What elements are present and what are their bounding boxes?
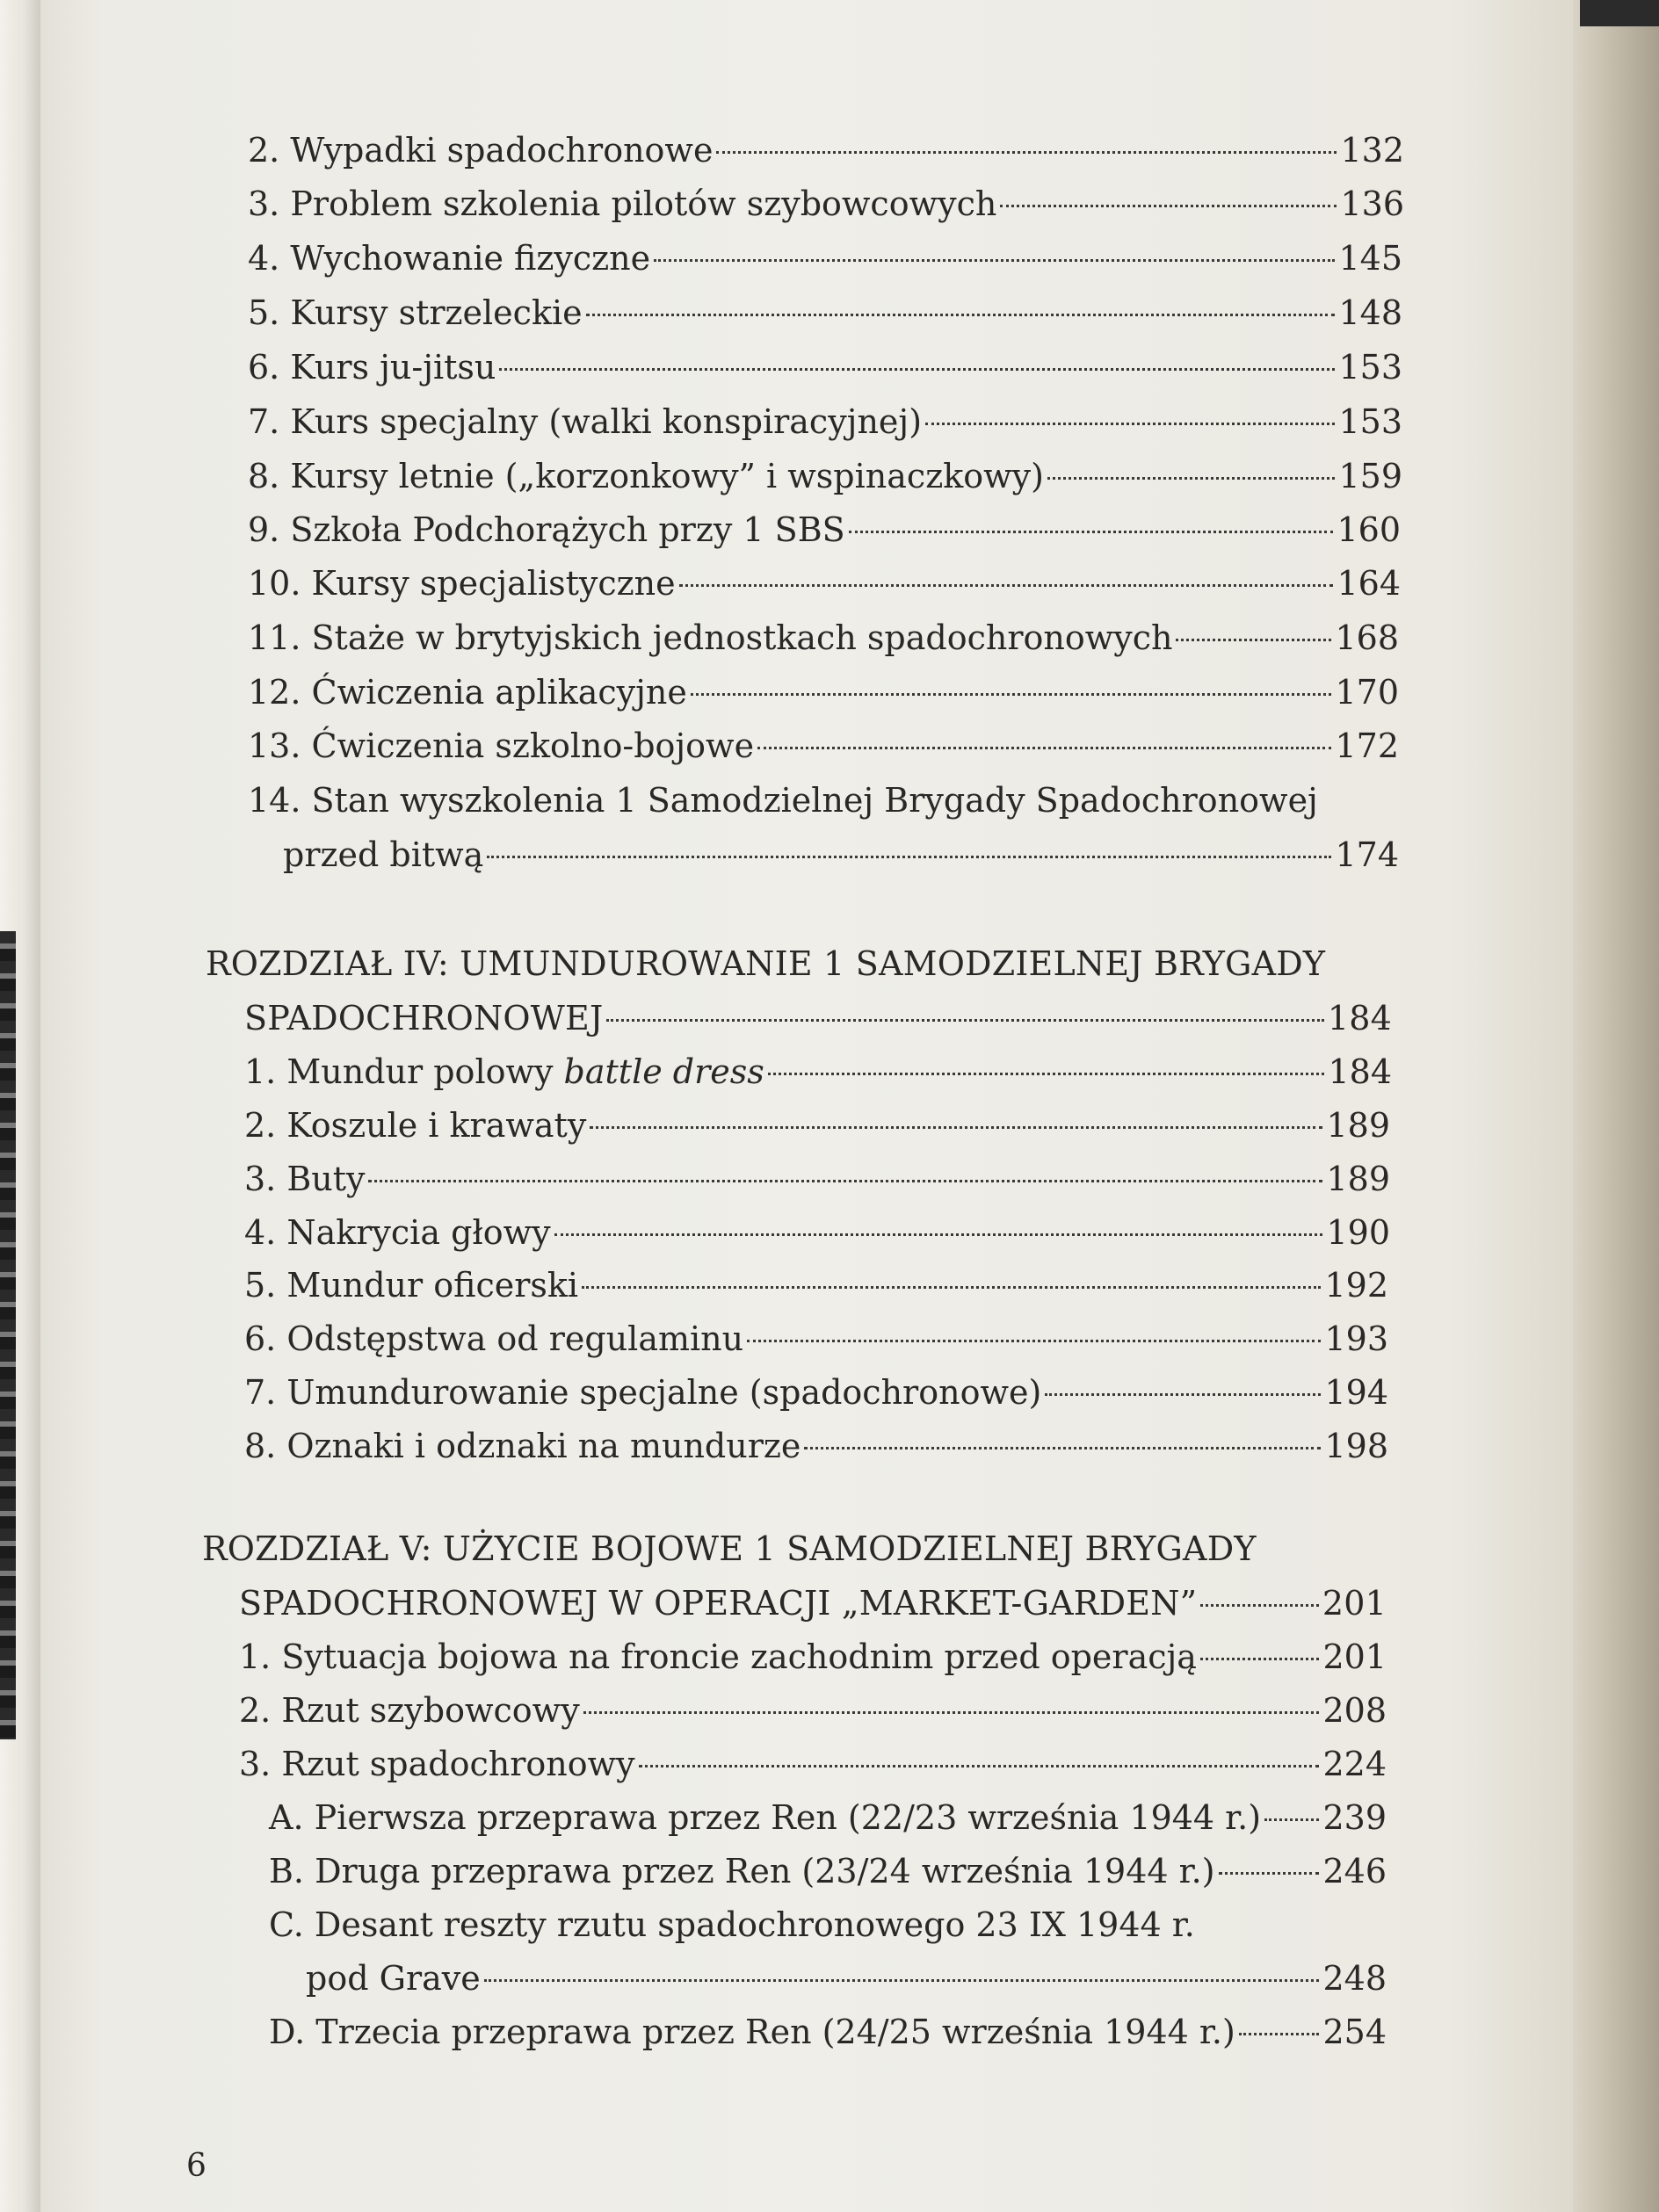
toc-entry — [248, 293, 1402, 333]
leader-dots — [1200, 1658, 1320, 1660]
toc-entry — [239, 1690, 1387, 1731]
toc-entry — [244, 1372, 1388, 1413]
toc-entry — [239, 1637, 1387, 1677]
leader-dots — [484, 1979, 1320, 1982]
toc-entry-page: 145 — [1338, 239, 1402, 278]
toc-entry-page: 201 — [1322, 1637, 1387, 1676]
toc-entry-title: A. Pierwsza przeprawa przez Ren (22/23 września 1944 r.) — [269, 1798, 1262, 1837]
toc-entry-line — [248, 780, 1318, 820]
toc-entry-title: 4. Wychowanie fizyczne — [248, 239, 651, 278]
toc-entry-page: 136 — [1340, 184, 1404, 223]
leader-dots — [582, 1286, 1321, 1289]
toc-entry-page: 198 — [1324, 1427, 1388, 1465]
chapter-heading — [244, 998, 1392, 1038]
right-page-edge — [1573, 0, 1659, 2212]
leader-dots — [691, 693, 1332, 696]
toc-entry-page: 159 — [1338, 457, 1402, 495]
toc-entry-page: 160 — [1337, 510, 1401, 549]
toc-entry-page: 148 — [1338, 293, 1402, 332]
leader-dots — [487, 856, 1331, 858]
leader-dots — [554, 1233, 1323, 1236]
leader-dots — [654, 259, 1335, 262]
book-page — [40, 0, 1573, 2212]
toc-entry-title: 7. Umundurowanie specjalne (spadochronowe) — [244, 1373, 1042, 1412]
chapter-heading-line2: SPADOCHRONOWEJ W OPERACJI „MARKET-GARDEN” — [239, 1584, 1198, 1623]
toc-entry — [244, 1426, 1388, 1466]
left-page-edge — [0, 0, 40, 2212]
toc-entry — [244, 1265, 1388, 1305]
toc-entry — [239, 1744, 1387, 1784]
leader-dots — [1219, 1872, 1320, 1875]
toc-entry-title: 5. Mundur oficerski — [244, 1266, 579, 1305]
toc-entry-title: 8. Oznaki i odznaki na mundurze — [244, 1427, 801, 1465]
toc-entry-title: 3. Buty — [244, 1160, 366, 1198]
leader-dots — [586, 314, 1336, 316]
toc-entry-page: 174 — [1335, 835, 1399, 874]
leader-dots — [1176, 639, 1331, 641]
toc-entry — [248, 510, 1401, 550]
toc-entry — [248, 401, 1402, 442]
toc-entry-page: 190 — [1326, 1213, 1390, 1252]
toc-entry — [269, 1797, 1387, 1838]
chapter-heading-line2: SPADOCHRONOWEJ — [244, 999, 604, 1037]
toc-entry — [244, 1212, 1390, 1253]
toc-entry-title: 11. Staże w brytyjskich jednostkach spadochronowych — [248, 618, 1173, 657]
toc-entry-page: 153 — [1338, 402, 1402, 441]
toc-entry-page: 192 — [1324, 1266, 1388, 1305]
leader-dots — [606, 1019, 1323, 1022]
toc-entry-page: 164 — [1337, 564, 1401, 603]
toc-entry-title: 7. Kurs specjalny (walki konspiracyjnej) — [248, 402, 923, 441]
toc-entry — [306, 1958, 1387, 1999]
chapter-heading-line1: ROZDZIAŁ IV: UMUNDUROWANIE 1 SAMODZIELNEJ BRYGADY — [206, 944, 1326, 983]
toc-entry-page: 153 — [1338, 348, 1402, 387]
chapter-heading — [202, 1529, 1257, 1569]
toc-entry-page: 189 — [1326, 1106, 1390, 1145]
background-object — [1580, 0, 1659, 26]
toc-entry-title: 5. Kursy strzeleckie — [248, 293, 583, 332]
toc-entry — [248, 618, 1399, 658]
toc-entry-title: pod Grave — [306, 1959, 481, 1998]
leader-dots — [1045, 1393, 1321, 1396]
toc-entry-title: 1. Mundur polowy battle dress — [244, 1052, 764, 1091]
toc-entry — [269, 1851, 1387, 1891]
leader-dots — [368, 1180, 1322, 1182]
toc-entry-page: 254 — [1322, 2013, 1387, 2051]
toc-entry — [248, 347, 1402, 387]
toc-entry-title: 3. Problem szkolenia pilotów szybowcowych — [248, 184, 997, 223]
toc-entry — [248, 456, 1402, 496]
toc-entry-title: 10. Kursy specjalistyczne — [248, 564, 676, 603]
toc-entry-line — [269, 1905, 1195, 1945]
toc-entry-page: 239 — [1322, 1798, 1387, 1837]
toc-entry-page: 172 — [1335, 726, 1399, 765]
page-number: 6 — [186, 2148, 206, 2184]
leader-dots — [590, 1126, 1322, 1129]
toc-entry — [269, 2012, 1387, 2052]
toc-entry-page: 248 — [1322, 1959, 1387, 1998]
background-object — [0, 931, 16, 1739]
leader-dots — [1200, 1604, 1319, 1607]
toc-entry-title: 2. Koszule i krawaty — [244, 1106, 587, 1145]
chapter-heading — [206, 943, 1325, 984]
toc-entry — [244, 1105, 1390, 1146]
toc-entry-page: 224 — [1322, 1745, 1387, 1783]
leader-dots — [583, 1711, 1320, 1714]
toc-entry-title: 14. Stan wyszkolenia 1 Samodzielnej Brygady Spadochronowej — [248, 781, 1318, 820]
toc-entry-title: 8. Kursy letnie („korzonkowy” i wspinaczkowy) — [248, 457, 1044, 495]
chapter-heading-page: 184 — [1327, 999, 1392, 1037]
toc-entry-title: 12. Ćwiczenia aplikacyjne — [248, 673, 687, 712]
toc-entry — [244, 1319, 1388, 1359]
leader-dots — [1000, 205, 1337, 207]
leader-dots — [499, 368, 1335, 371]
toc-entry — [248, 130, 1404, 170]
chapter-heading — [239, 1583, 1387, 1623]
leader-dots — [639, 1765, 1320, 1767]
toc-entry — [283, 835, 1399, 875]
toc-entry-page: 132 — [1340, 131, 1404, 170]
chapter-heading-line1: ROZDZIAŁ V: UŻYCIE BOJOWE 1 SAMODZIELNEJ BRYGADY — [202, 1529, 1257, 1568]
leader-dots — [757, 747, 1331, 749]
toc-entry-page: 170 — [1335, 673, 1399, 712]
leader-dots — [925, 423, 1335, 425]
toc-entry-page: 189 — [1326, 1160, 1390, 1198]
toc-entry-title: D. Trzecia przeprawa przez Ren (24/25 września 1944 r.) — [269, 2013, 1235, 2051]
toc-entry-title: C. Desant reszty rzutu spadochronowego 23 IX 1944 r. — [269, 1905, 1195, 1944]
toc-entry — [244, 1159, 1390, 1199]
leader-dots — [679, 584, 1334, 587]
chapter-heading-page: 201 — [1322, 1584, 1387, 1623]
toc-entry — [248, 672, 1399, 712]
toc-entry-page: 184 — [1328, 1052, 1392, 1091]
leader-dots — [1047, 477, 1336, 480]
toc-entry — [248, 184, 1404, 224]
toc-entry-title: B. Druga przeprawa przez Ren (23/24 września 1944 r.) — [269, 1852, 1215, 1890]
leader-dots — [716, 151, 1337, 154]
toc-entry-page: 208 — [1322, 1691, 1387, 1730]
toc-entry-title: przed bitwą — [283, 835, 484, 874]
toc-entry-title: 2. Rzut szybowcowy — [239, 1691, 580, 1730]
toc-entry — [244, 1052, 1392, 1092]
toc-entry-title: 3. Rzut spadochronowy — [239, 1745, 635, 1783]
toc-entry-page: 168 — [1335, 618, 1399, 657]
leader-dots — [1239, 2033, 1320, 2035]
toc-entry-page: 193 — [1324, 1319, 1388, 1358]
toc-entry-page: 194 — [1324, 1373, 1388, 1412]
leader-dots — [849, 531, 1334, 533]
toc-entry — [248, 726, 1399, 766]
toc-entry-title: 13. Ćwiczenia szkolno-bojowe — [248, 726, 755, 765]
leader-dots — [747, 1340, 1321, 1342]
toc-entry-title: 1. Sytuacja bojowa na froncie zachodnim przed operacją — [239, 1637, 1197, 1676]
leader-dots — [804, 1447, 1321, 1449]
toc-entry — [248, 563, 1401, 604]
leader-dots — [768, 1073, 1325, 1075]
toc-entry-title: 6. Kurs ju-jitsu — [248, 348, 496, 387]
leader-dots — [1264, 1818, 1319, 1821]
toc-entry-page: 246 — [1322, 1852, 1387, 1890]
toc-entry-title: 2. Wypadki spadochronowe — [248, 131, 714, 170]
toc-entry-title: 9. Szkoła Podchorążych przy 1 SBS — [248, 510, 845, 549]
toc-entry-title: 6. Odstępstwa od regulaminu — [244, 1319, 744, 1358]
table-of-contents — [40, 0, 1573, 2212]
toc-entry-title: 4. Nakrycia głowy — [244, 1213, 551, 1252]
toc-entry — [248, 238, 1402, 278]
